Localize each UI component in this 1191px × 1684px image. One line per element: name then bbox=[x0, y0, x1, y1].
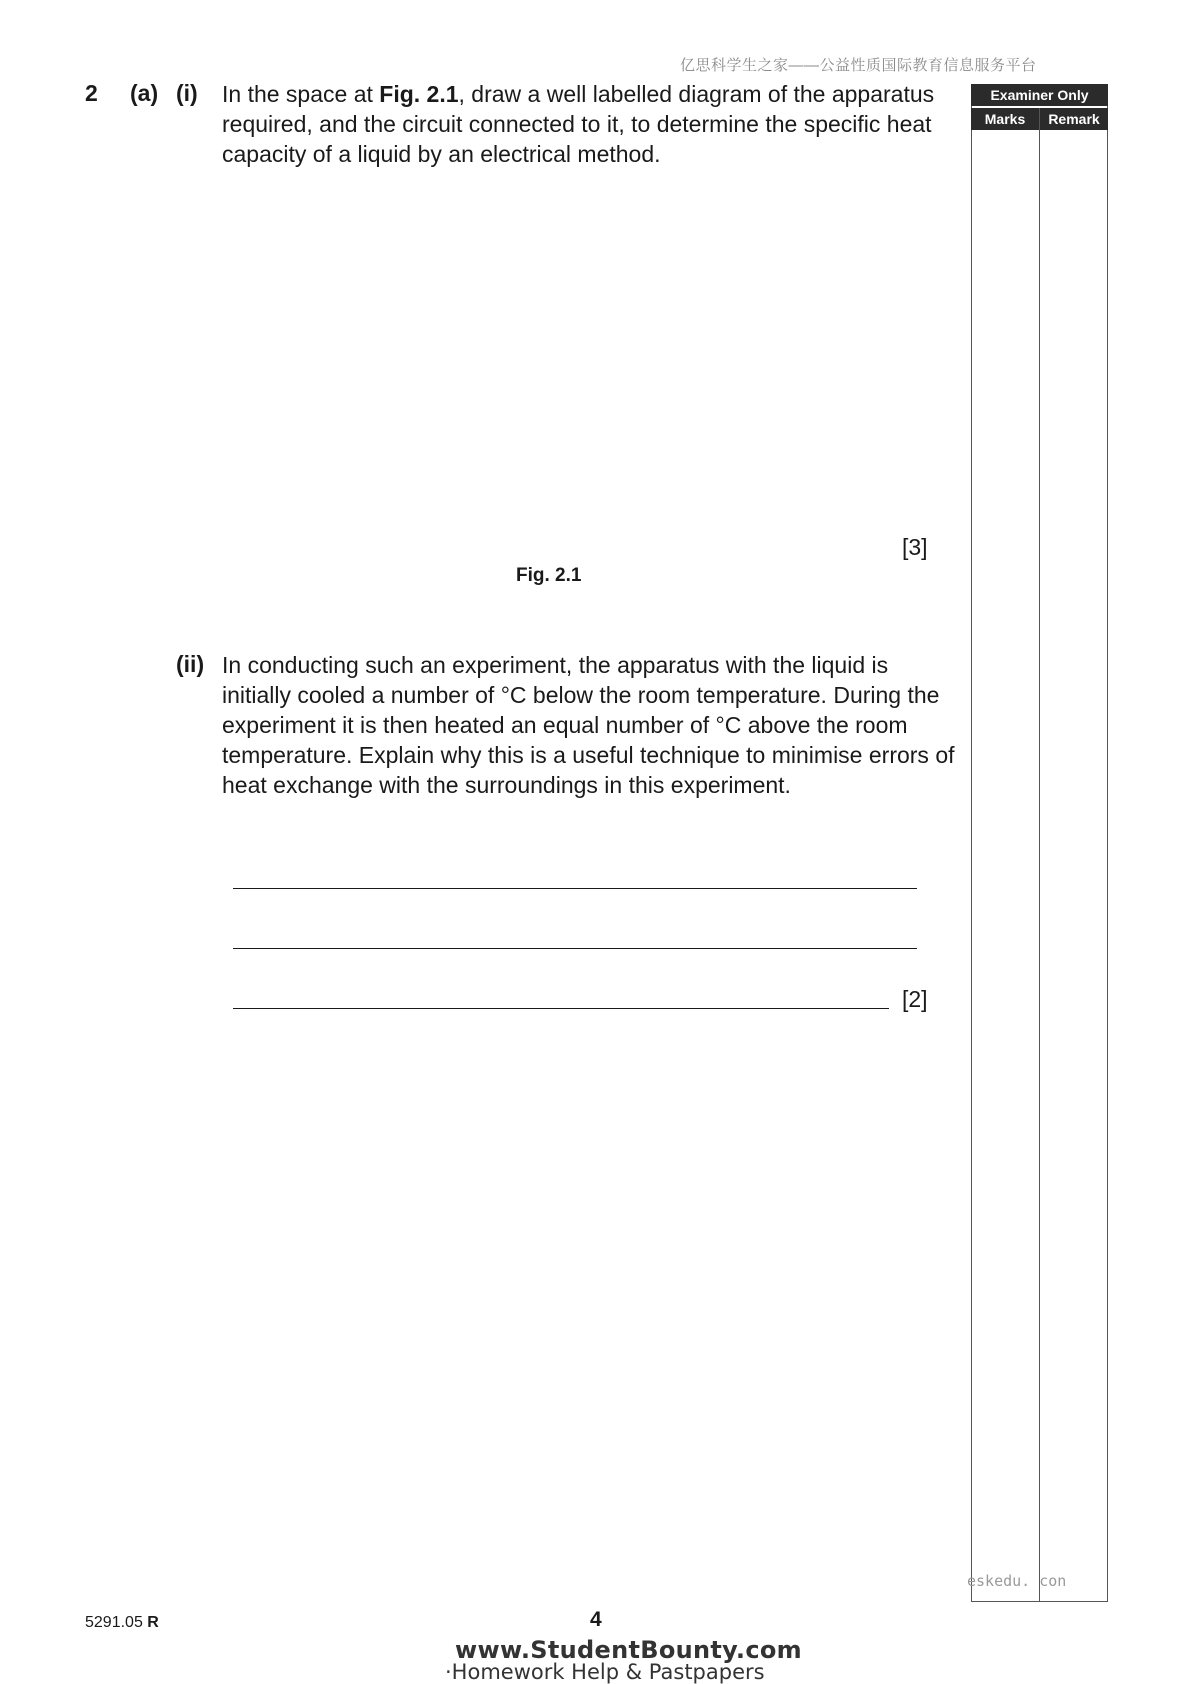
examiner-stamp: eskedu. con bbox=[967, 1572, 1067, 1590]
diagram-drawing-area[interactable] bbox=[222, 180, 922, 520]
page-number: 4 bbox=[590, 1608, 602, 1631]
subquestion-ii-text: In conducting such an experiment, the apparatus with the liquid is initially cooled a number of °C below the room temperature. During the experiment it is then heated an equal number of °C above the room temperature. Explain why this is a useful technique to minimise errors of heat exchange with the surroundings in this experiment. bbox=[222, 652, 955, 798]
figure-reference: Fig. 2.1 bbox=[379, 81, 459, 107]
subquestion-i-label: (i) bbox=[176, 80, 198, 106]
site-link[interactable]: www.StudentBounty.com bbox=[455, 1636, 802, 1664]
examiner-remark-header: Remark bbox=[1040, 108, 1108, 130]
examiner-marks-header: Marks bbox=[971, 108, 1039, 130]
paper-code-suffix: R bbox=[147, 1614, 159, 1631]
answer-line[interactable] bbox=[233, 948, 917, 949]
subquestion-i-text bbox=[222, 79, 962, 169]
paper-code-number: 5291.05 bbox=[85, 1614, 143, 1631]
question-part: (a) bbox=[130, 80, 159, 106]
answer-line[interactable] bbox=[233, 1008, 889, 1009]
paper-code bbox=[85, 1614, 159, 1632]
examiner-only-header: Examiner Only bbox=[971, 84, 1108, 106]
subquestion-ii-marks: [2] bbox=[902, 986, 928, 1012]
examiner-column-divider bbox=[1039, 108, 1040, 1602]
site-tagline: ·Homework Help & Pastpapers bbox=[445, 1660, 765, 1684]
question-number: 2 bbox=[85, 80, 98, 106]
answer-line[interactable] bbox=[233, 888, 917, 889]
subquestion-i-text-end: , draw a well labelled diagram of the apparatus required, and the circuit connected to it, to determine the specific heat capacity of a liquid by an electrical method. bbox=[222, 81, 935, 167]
header-watermark: 亿思科学生之家——公益性质国际教育信息服务平台 bbox=[680, 57, 1037, 74]
subquestion-i-marks: [3] bbox=[902, 534, 928, 560]
figure-caption: Fig. 2.1 bbox=[516, 565, 582, 586]
subquestion-ii-label: (ii) bbox=[176, 651, 205, 677]
subquestion-i-text-start: In the space at bbox=[222, 81, 380, 107]
